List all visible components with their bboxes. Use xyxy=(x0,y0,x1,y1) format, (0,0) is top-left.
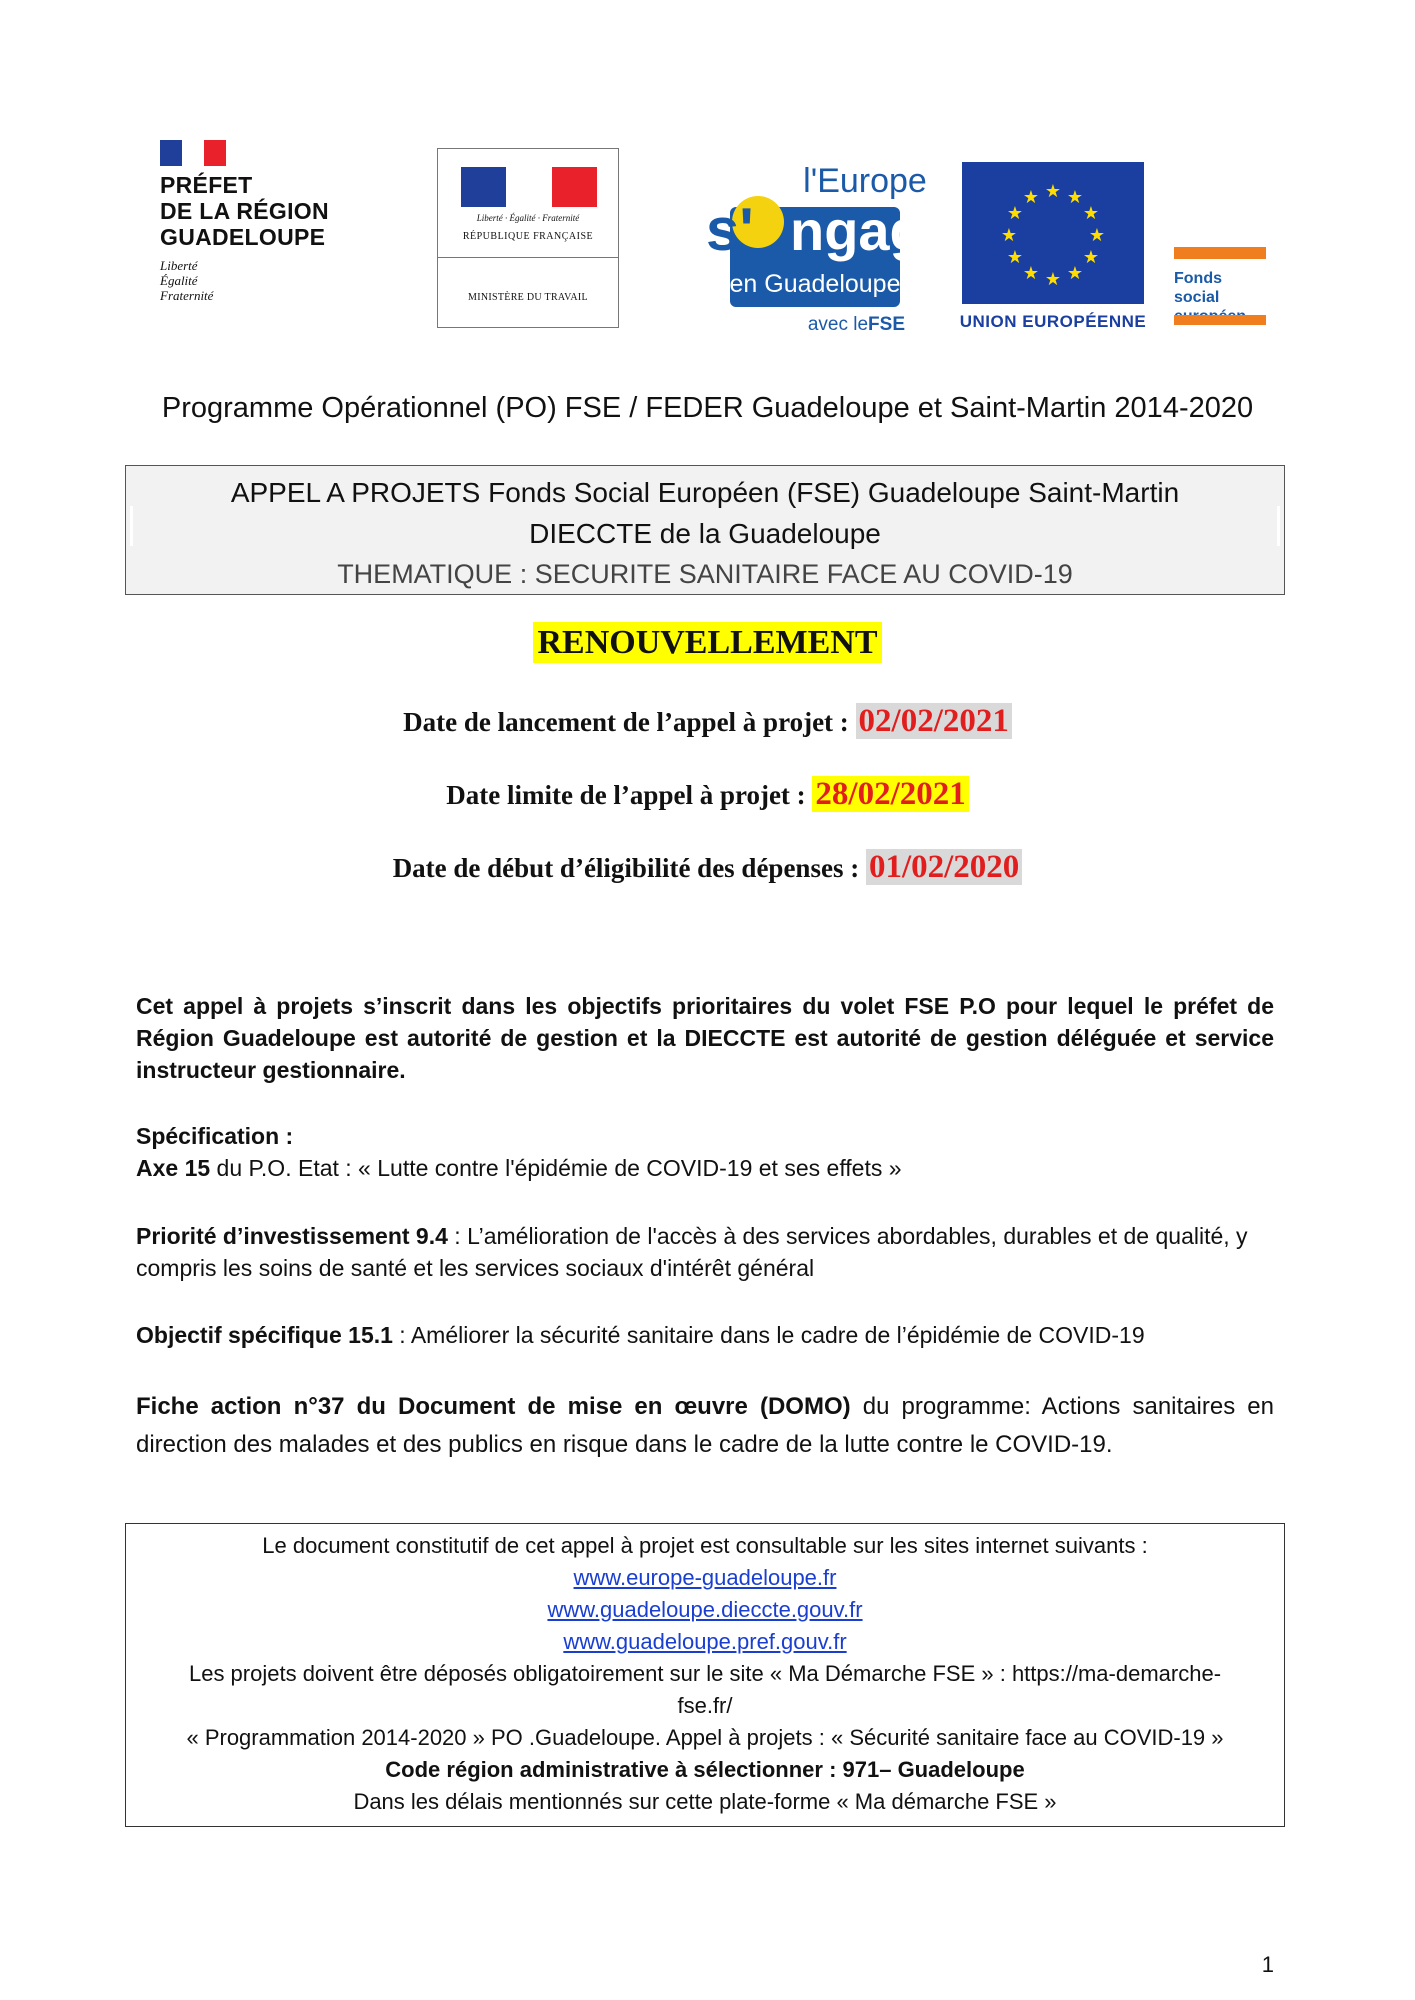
prefet-title xyxy=(160,172,370,250)
page-number: 1 xyxy=(1261,1952,1274,1977)
depot-line2: fse.fr/ xyxy=(677,1693,733,1718)
link-pref[interactable]: www.guadeloupe.pref.gouv.fr xyxy=(563,1629,847,1654)
programmation-line: « Programmation 2014-2020 » PO .Guadeloupe. Appel à projets : « Sécurité sanitaire face au COVID-19 » xyxy=(186,1725,1224,1750)
engage-line4a: avec le xyxy=(807,314,869,335)
specification-title: Spécification : xyxy=(136,1123,294,1149)
svg-text:★: ★ xyxy=(1044,269,1062,290)
svg-text:★: ★ xyxy=(1006,247,1024,268)
motto-line: Égalité xyxy=(160,273,198,288)
svg-text:★: ★ xyxy=(1022,187,1040,208)
axe-label: Axe 15 xyxy=(136,1155,211,1181)
objectif-text: : Améliorer la sécurité sanitaire dans le cadre de l’épidémie de COVID-19 xyxy=(392,1322,1145,1348)
code-region-line: Code région administrative à sélectionner : 971– Guadeloupe xyxy=(385,1757,1025,1782)
prefet-motto xyxy=(160,258,370,303)
fse-bottom-bar xyxy=(1174,315,1266,325)
republique-francaise-label: RÉPUBLIQUE FRANÇAISE xyxy=(462,231,594,242)
ministere-motto: Liberté · Égalité · Fraternité xyxy=(476,213,580,223)
ministere-travail-logo xyxy=(437,148,619,328)
engage-line2b: ngage xyxy=(790,199,940,262)
french-flag-icon xyxy=(160,140,226,166)
engage-line4b: FSE xyxy=(868,314,905,335)
objectif-paragraph xyxy=(136,1319,1274,1351)
union-europeenne-logo xyxy=(958,162,1148,337)
renouvellement-label: RENOUVELLEMENT xyxy=(533,622,881,663)
link-europe-guadeloupe[interactable]: www.europe-guadeloupe.fr xyxy=(573,1565,837,1590)
objectif-label: Objectif spécifique 15.1 xyxy=(136,1322,393,1348)
appel-line2: DIECCTE de la Guadeloupe xyxy=(529,518,881,549)
fiche-action-paragraph xyxy=(136,1388,1274,1464)
svg-text:★: ★ xyxy=(1082,203,1100,224)
box-marker-right xyxy=(1277,506,1280,546)
svg-text:★: ★ xyxy=(1022,263,1040,284)
fiche-text: du programme: Actions sanitaires en direction des malades et des publics en risque dans le cadre de la lutte contre le COVID-19. xyxy=(136,1393,1275,1458)
fonds-social-europeen-logo xyxy=(1170,247,1270,332)
svg-text:★: ★ xyxy=(1082,247,1100,268)
fiche-label: Fiche action n°37 du Document de mise en œuvre (DOMO) xyxy=(136,1393,851,1420)
eu-stars-icon xyxy=(962,162,1144,304)
box-marker-left xyxy=(130,506,133,546)
delais-line: Dans les délais mentionnés sur cette plate-forme « Ma démarche FSE » xyxy=(353,1789,1057,1814)
motto-line: Liberté xyxy=(160,258,198,273)
consultation-info-box xyxy=(125,1523,1285,1827)
eu-flag-icon xyxy=(962,162,1144,304)
svg-text:★: ★ xyxy=(1006,203,1024,224)
date-limite-value: 28/02/2021 xyxy=(812,776,968,812)
renouvellement-heading xyxy=(0,624,1415,662)
motto-line: Fraternité xyxy=(160,288,214,303)
date-lancement-label: Date de lancement de l’appel à projet : xyxy=(403,707,849,737)
svg-text:★: ★ xyxy=(1066,187,1084,208)
appel-projets-box xyxy=(125,465,1285,595)
priorite-paragraph xyxy=(136,1220,1274,1284)
fse-orange-bar xyxy=(1174,247,1266,259)
info-intro: Le document constitutif de cet appel à projet est consultable sur les sites internet suivants : xyxy=(262,1533,1148,1558)
europe-engage-graphic xyxy=(700,152,940,337)
priorite-label: Priorité d’investissement 9.4 xyxy=(136,1223,448,1249)
date-debut-label: Date de début d’éligibilité des dépenses : xyxy=(392,853,860,883)
link-dieccte[interactable]: www.guadeloupe.dieccte.gouv.fr xyxy=(547,1597,863,1622)
svg-text:★: ★ xyxy=(1088,225,1106,246)
intro-paragraph: Cet appel à projets s’inscrit dans les objectifs prioritaires du volet FSE P.O pour lequel le préfet de Région Guadeloupe est autorité de gestion et la DIECCTE est autorité de gestion déléguée et service instructeur gestionnaire. xyxy=(136,993,1274,1083)
po-title: Programme Opérationnel (PO) FSE / FEDER Guadeloupe et Saint-Martin 2014-2020 xyxy=(161,392,1254,424)
appel-thematique: THEMATIQUE : SECURITE SANITAIRE FACE AU COVID-19 xyxy=(337,559,1073,589)
date-lancement xyxy=(0,703,1415,740)
date-debut-eligibilite xyxy=(0,849,1415,886)
prefet-title-line: DE LA RÉGION xyxy=(160,198,329,224)
date-lancement-value: 02/02/2021 xyxy=(856,703,1012,739)
engage-line1: l'Europe xyxy=(803,162,927,200)
svg-text:★: ★ xyxy=(1044,181,1062,202)
europe-engage-logo xyxy=(700,152,940,337)
prefet-region-logo xyxy=(160,140,370,310)
date-limite-label: Date limite de l’appel à projet : xyxy=(446,780,806,810)
date-debut-value: 01/02/2020 xyxy=(866,849,1022,885)
eu-label: UNION EUROPÉENNE xyxy=(959,312,1147,331)
svg-text:★: ★ xyxy=(1000,225,1018,246)
priorite-text: : L’amélioration de l'accès à des services abordables, durables et de qualité, y compris les soins de santé et les services sociaux d'intérêt général xyxy=(136,1223,1248,1281)
prefet-title-line: GUADELOUPE xyxy=(160,224,326,250)
date-limite xyxy=(0,776,1415,813)
ministere-name: MINISTÈRE DU TRAVAIL xyxy=(468,292,588,303)
engage-line2a: s' xyxy=(706,196,754,263)
fse-line: Fonds social xyxy=(1174,270,1222,306)
depot-line1: Les projets doivent être déposés obligatoirement sur le site « Ma Démarche FSE » : https://ma-demarche- xyxy=(188,1661,1222,1686)
svg-text:★: ★ xyxy=(1066,263,1084,284)
axe-paragraph xyxy=(136,1152,1274,1184)
prefet-title-line: PRÉFET xyxy=(160,172,253,198)
engage-line3: en Guadeloupe xyxy=(729,270,901,298)
marianne-flag-icon xyxy=(461,167,597,207)
axe-text: du P.O. Etat : « Lutte contre l'épidémie de COVID-19 et ses effets » xyxy=(210,1155,902,1181)
appel-line1: APPEL A PROJETS Fonds Social Européen (FSE) Guadeloupe Saint-Martin xyxy=(230,477,1180,508)
